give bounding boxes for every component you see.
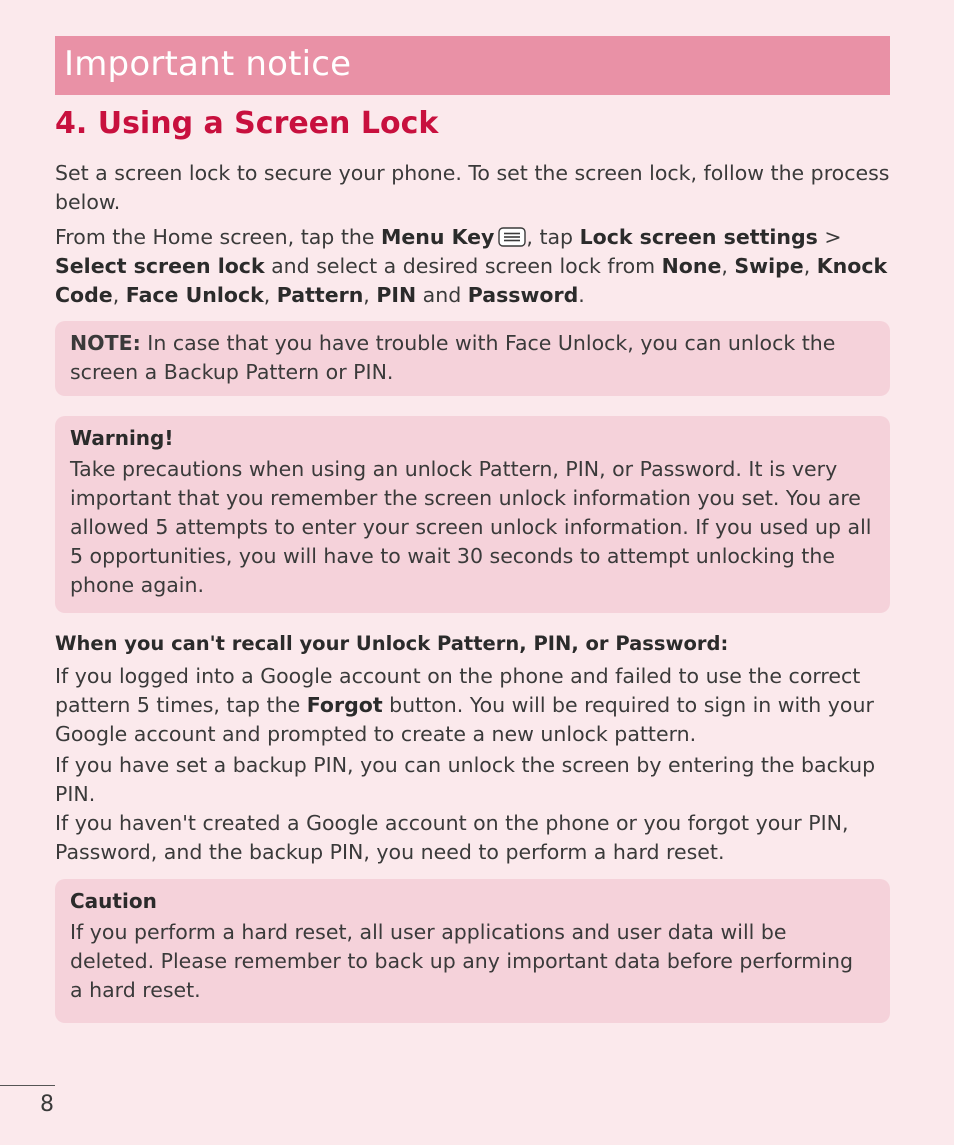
- note-label: NOTE:: [70, 331, 141, 355]
- note-text: NOTE: In case that you have trouble with Face Unlock, you can unlock the screen a Backup Pattern or PIN.: [70, 331, 836, 384]
- section-title: 4. Using a Screen Lock: [55, 106, 439, 141]
- caution-box: [55, 879, 890, 1023]
- caution-text: If you perform a hard reset, all user applications and user data will be deleted. Please remember to back up any important data before performing a hard reset.: [70, 920, 853, 1002]
- header-title: Important notice: [64, 44, 352, 84]
- caution-title: Caution: [70, 889, 157, 913]
- recall-paragraph-2: If you have set a backup PIN, you can unlock the screen by entering the backup PIN.: [55, 753, 876, 806]
- recall-paragraph-3: If you haven't created a Google account on the phone or you forgot your PIN, Password, and the backup PIN, you need to perform a hard reset.: [55, 811, 849, 864]
- page-number: 8: [40, 1092, 54, 1117]
- menu-key-icon: [498, 227, 526, 247]
- header-bar: [55, 36, 890, 95]
- footer-rule: [0, 1085, 55, 1086]
- forgot-label: Forgot: [306, 693, 383, 717]
- menu-key-label: Menu Key: [381, 225, 495, 249]
- note-box: [55, 321, 890, 396]
- warning-text: Take precautions when using an unlock Pattern, PIN, or Password. It is very important that you remember the screen unlock information you set. You are allowed 5 attempts to enter your screen unlock information. If you used up all 5 opportunities, you will have to wait 30 seconds to attempt unlocking the phone again.: [70, 457, 872, 597]
- recall-paragraph-1: If you logged into a Google account on the phone and failed to use the correct pattern 5 times, tap the Forgot button. You will be required to sign in with your Google account and prompted to create a new unlock pattern.: [55, 664, 874, 746]
- recall-heading: When you can't recall your Unlock Pattern, PIN, or Password:: [55, 632, 729, 655]
- warning-box: [55, 416, 890, 613]
- instructions-paragraph: From the Home screen, tap the Menu Key , tap Lock screen settings > Select screen lock and select a desired screen lock from None, Swipe, Knock Code, Face Unlock, Pattern, PIN and Password.: [55, 225, 888, 307]
- warning-title: Warning!: [70, 426, 174, 450]
- intro-paragraph: Set a screen lock to secure your phone. To set the screen lock, follow the process below.: [55, 161, 890, 214]
